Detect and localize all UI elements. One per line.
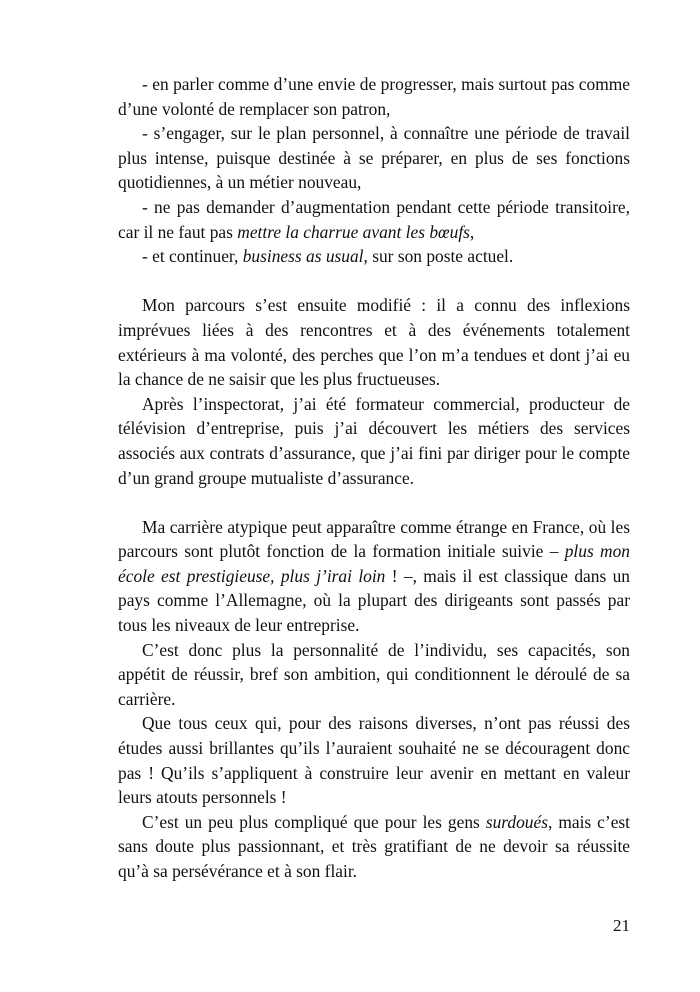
italic-phrase: mettre la charrue avant les bœufs [237,221,470,242]
list-item: - s’engager, sur le plan personnel, à connaître une période de travail plus intense, puisque destinée à se préparer, en plus de ses fonctions quotidiennes, à un métier nouveau, [118,123,630,193]
section-spacer [118,490,630,515]
section-spacer [118,269,630,294]
italic-phrase: business as usual [242,246,364,267]
page-number: 21 [613,916,630,935]
list-item: - et continuer, business as usual, sur son poste actuel. [142,246,514,267]
page-body [118,72,630,884]
italic-phrase: surdoués [485,811,548,832]
list-item: - ne pas demander d’augmentation pendant cette période transitoire, car il ne faut pas mettre la charrue avant les bœufs, [118,196,630,242]
list-item: - en parler comme d’une envie de progresser, mais surtout pas comme d’une volonté de remplacer son patron, [118,74,630,119]
paragraph: C’est un peu plus compliqué que pour les gens surdoués, mais c’est sans doute plus passionnant, et très gratifiant de ne devoir sa réussite qu’à sa persévérance et à son flair. [118,811,631,881]
italic-phrase: plus mon école est prestigieuse, plus j’irai loin [118,541,630,586]
paragraph: C’est donc plus la personnalité de l’individu, ses capacités, son appétit de réussir, bref son ambition, qui conditionnent le déroulé de sa carrière. [118,639,630,709]
paragraph: Ma carrière atypique peut apparaître comme étrange en France, où les parcours sont plutôt fonction de la formation initiale suivie – plus mon école est prestigieuse, plus j’irai loin ! –, mais il est classique dans un pays comme l’Allemagne, où la plupart des dirigeants sont passés par tous les niveaux de leur entreprise. [118,516,630,636]
paragraph: Après l’inspectorat, j’ai été formateur commercial, producteur de télévision d’entreprise, puis j’ai découvert les métiers des services associés aux contrats d’assurance, que j’ai fini par diriger pour le compte d’un grand groupe mutualiste d’assurance. [118,393,630,488]
paragraph: Que tous ceux qui, pour des raisons diverses, n’ont pas réussi des études aussi brillantes qu’ils l’auraient souhaité ne se découragent donc pas ! Qu’ils s’appliquent à construire leur avenir en mettant en valeur leurs atouts personnels ! [118,713,630,808]
paragraph: Mon parcours s’est ensuite modifié : il a connu des inflexions imprévues liées à des rencontres et à des événements totalement extérieurs à ma volonté, des perches que l’on m’a tendues et dont j’ai eu la chance de ne saisir que les plus fructueuses. [118,295,630,390]
